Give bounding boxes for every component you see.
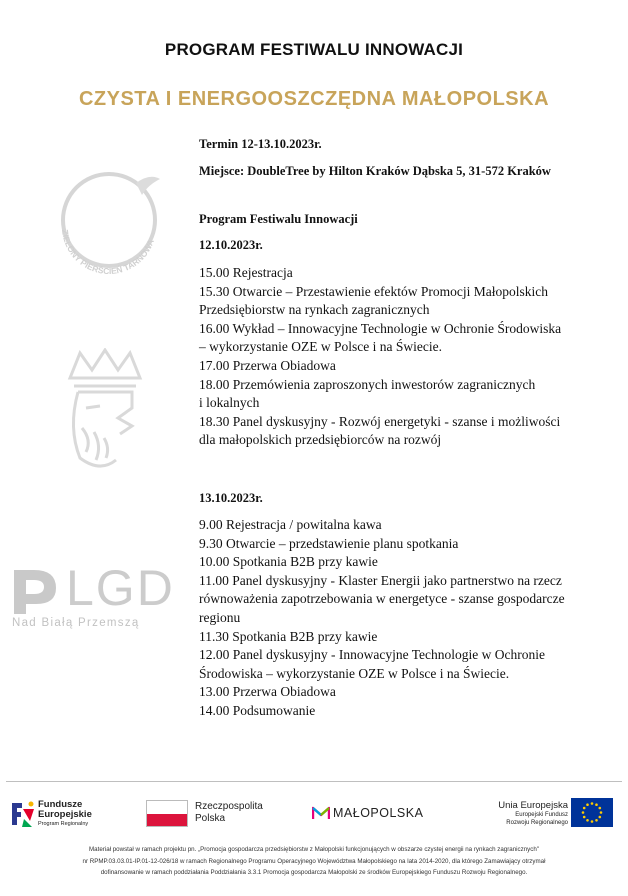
agenda-line: 11.00 Panel dyskusyjny - Klaster Energii jako partnerstwo na rzecz <box>199 572 562 588</box>
footer-divider <box>6 781 622 782</box>
footer-disclaimer: Materiał powstał w ramach projektu pn. „Promocja gospodarcza przedsiębiorstw z Małopolski funkcjonujących w obszarze czystej energii na rynkach zagranicznych" nr RPMP.03.03.01-IP.01-12-026/18 w ramach Regionalnego Programu Operacyjnego Województwa Małopolskiego na lata 2014-2020, dla którego Zamawiający otrzymał dofinansowanie w ramach poddziałania Poddziałania 3.3.1 Promocja gospodarcza Małopolski ze środków Europejskiego Funduszu Rozwoju Regionalnego. <box>82 846 546 876</box>
lgd-watermark-text: LGD <box>66 560 175 616</box>
day1-agenda <box>199 264 619 450</box>
event-venue-line: Miejsce: DoubleTree by Hilton Kraków Dąbska 5, 31-572 Kraków <box>199 164 551 178</box>
malopolska-logo-icon <box>312 806 330 820</box>
day1-date: 12.10.2023r. <box>199 238 263 252</box>
agenda-line: 18.30 Panel dyskusyjny - Rozwój energetyki - szanse i możliwości <box>199 413 561 429</box>
lgd-watermark-subtext: Nad Białą Przemszą <box>12 617 140 629</box>
page-subtitle: CZYSTA I ENERGOOSZCZĘDNA MAŁOPOLSKA <box>78 88 550 110</box>
agenda-line: i lokalnych <box>199 395 260 411</box>
eu-flag-icon <box>571 798 613 827</box>
program-heading: Program Festiwalu Innowacji <box>199 212 358 226</box>
agenda-line: 15.00 Rejestracja <box>199 265 293 280</box>
day2-agenda <box>199 516 619 721</box>
day2-date: 13.10.2023r. <box>199 491 263 505</box>
agenda-line: 15.30 Otwarcie – Przestawienie efektów Promocji Małopolskich <box>199 283 549 299</box>
agenda-line: 14.00 Podsumowanie <box>199 702 316 718</box>
agenda-line: 9.00 Rejestracja / powitalna kawa <box>199 517 382 532</box>
lgd-mark-icon <box>12 566 62 616</box>
agenda-line: – wykorzystanie OZE w Polsce i na Świecie. <box>199 339 442 355</box>
ring-watermark-text: ZIELONY PIERŚCIEŃ TARNOWA <box>60 228 156 277</box>
polish-flag-icon <box>146 800 188 827</box>
unia-europejska-label: Unia Europejska Europejski Fundusz Rozwoju Regionalnego <box>498 800 568 826</box>
svg-text:ZIELONY PIERŚCIEŃ TARNOWA <box>60 229 156 276</box>
agenda-line: 10.00 Spotkania B2B przy kawie <box>199 554 378 570</box>
fundusze-europejskie-logo-icon <box>10 799 36 829</box>
agenda-line: 18.00 Przemówienia zaproszonych inwestorów zagranicznych <box>199 376 536 392</box>
agenda-line: 13.00 Przerwa Obiadowa <box>199 684 336 700</box>
event-date-line: Termin 12-13.10.2023r. <box>199 137 322 151</box>
agenda-line: Środowiska – wykorzystanie OZE w Polsce i na Świecie. <box>199 665 510 681</box>
malopolska-label: MAŁOPOLSKA <box>333 806 424 820</box>
agenda-line: 9.30 Otwarcie – przedstawienie planu spotkania <box>199 535 459 551</box>
agenda-line: 12.00 Panel dyskusyjny - Innowacyjne Technologie w Ochronie <box>199 647 545 663</box>
agenda-line: Przedsiębiorstw na rynkach zagranicznych <box>199 302 430 318</box>
agenda-line: dla małopolskich przedsiębiorców na rozwój <box>199 432 442 448</box>
agenda-line: 16.00 Wykład – Innowacyjne Technologie w Ochronie Środowiska <box>199 320 562 336</box>
ring-watermark-icon <box>48 165 170 285</box>
page-title: PROGRAM FESTIWALU INNOWACJI <box>164 40 464 59</box>
agenda-line: regionu <box>199 609 241 625</box>
king-watermark-icon <box>60 348 150 478</box>
agenda-line: 11.30 Spotkania B2B przy kawie <box>199 628 378 644</box>
agenda-line: 17.00 Przerwa Obiadowa <box>199 357 336 373</box>
rzeczpospolita-polska-label: Rzeczpospolita Polska <box>195 801 263 824</box>
agenda-line: równoważenia zapotrzebowania w energetyce - szanse gospodarcze <box>199 591 565 607</box>
fundusze-europejskie-label: Fundusze Europejskie Program Regionalny <box>38 799 92 827</box>
